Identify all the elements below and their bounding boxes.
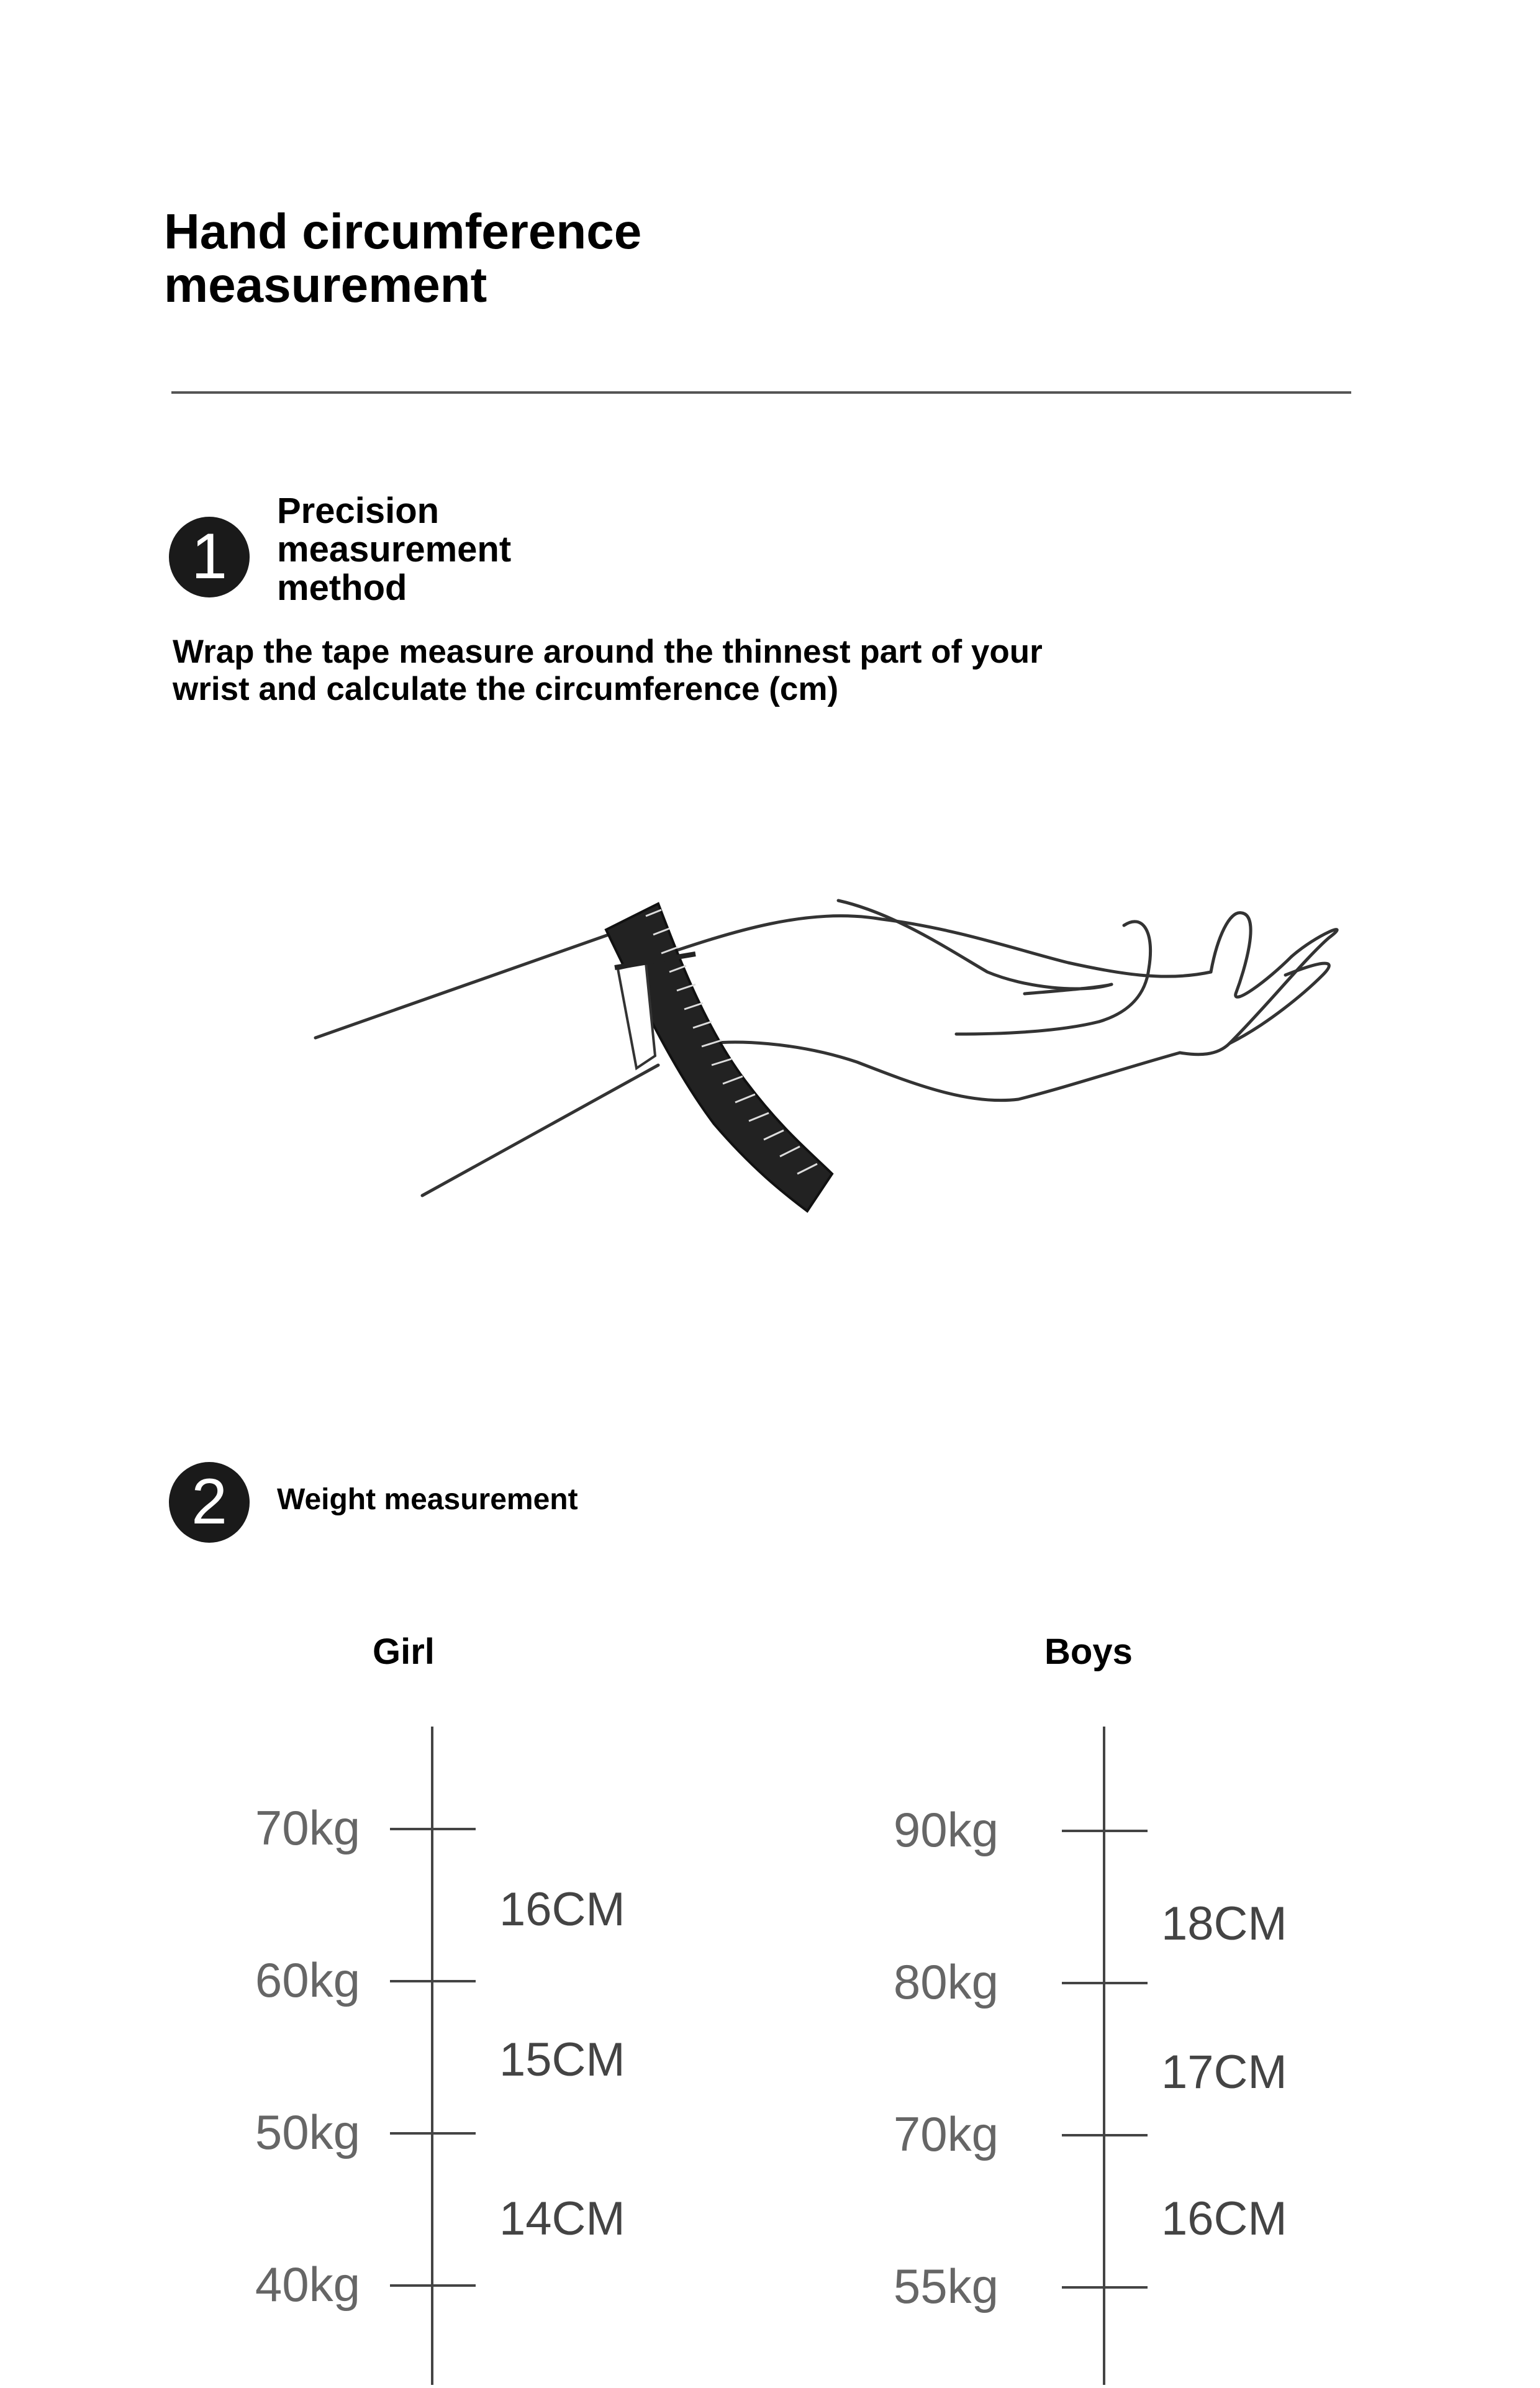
step-1-title-line1: Precision [277, 491, 440, 531]
boys-weight-label: 55kg [893, 2259, 999, 2313]
step-1-title-line3: method [277, 568, 407, 608]
boys-weight-scale [708, 1727, 1453, 2385]
page-title [164, 205, 847, 312]
boys-weight-label: 80kg [893, 1954, 999, 2009]
boys-size-label: 17CM [1161, 2046, 1287, 2099]
page-title-line1: Hand circumference [164, 204, 642, 259]
girl-weight-label: 40kg [255, 2257, 360, 2312]
step-1-description-line1: Wrap the tape measure around the thinnest part of your [173, 633, 1043, 670]
step-1-description-line2: wrist and calculate the circumference (cm) [173, 671, 839, 707]
boys-size-label: 16CM [1161, 2192, 1287, 2245]
girl-size-label: 14CM [499, 2192, 625, 2245]
step-1-badge: 1 [169, 517, 250, 597]
page-title-line2: measurement [164, 257, 487, 312]
step-2-badge: 2 [169, 1462, 250, 1543]
step-1-description [173, 633, 1228, 708]
girl-weight-label: 70kg [255, 1800, 360, 1855]
boys-size-label: 18CM [1161, 1897, 1287, 1950]
girl-weight-label: 50kg [255, 2105, 360, 2159]
step-1-title [277, 492, 712, 607]
boys-heading: Boys [1044, 1632, 1133, 1672]
wrist-tape-measure-icon [298, 807, 1354, 1307]
header-divider [171, 391, 1351, 394]
girl-weight-label: 60kg [255, 1953, 360, 2007]
step-2-title: Weight measurement [277, 1483, 578, 1516]
step-1-title-line2: measurement [277, 529, 512, 570]
boys-weight-label: 90kg [893, 1802, 999, 1857]
girl-heading: Girl [373, 1632, 435, 1672]
girl-size-label: 15CM [499, 2033, 625, 2086]
boys-weight-label: 70kg [893, 2107, 999, 2161]
girl-size-label: 16CM [499, 1883, 625, 1936]
